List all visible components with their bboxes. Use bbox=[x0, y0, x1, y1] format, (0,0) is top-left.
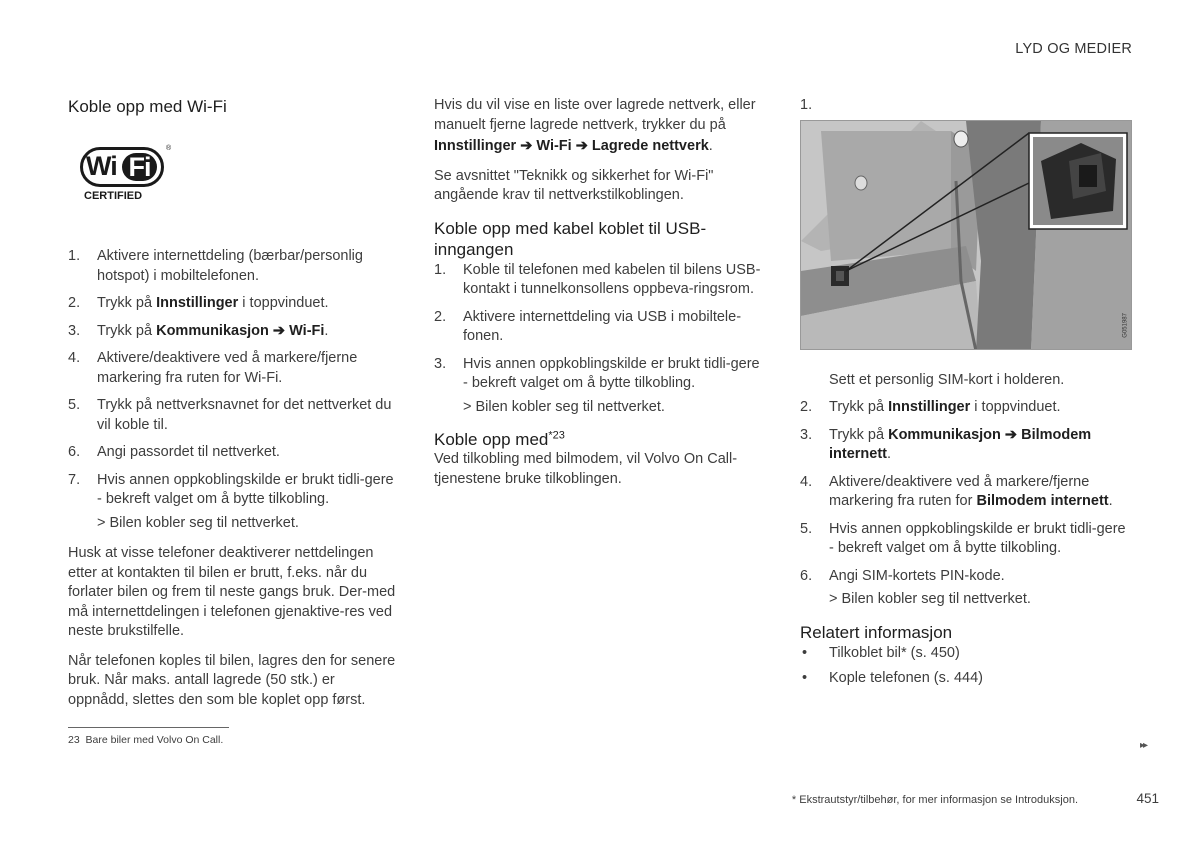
wifi-certified-logo bbox=[80, 147, 170, 203]
related-info-title: Relatert informasjon bbox=[800, 622, 953, 642]
related-links bbox=[800, 644, 1134, 689]
list-item: 1. Aktivere internettdeling (bærbar/personlig hotspot) i mobiltelefonen. bbox=[68, 248, 363, 284]
list-item: 4. Aktivere/deaktivere ved å markere/fjerne markering fra ruten for Wi-Fi. bbox=[68, 350, 358, 386]
step-number: 1. bbox=[800, 97, 813, 113]
list-item: 6. Angi passordet til nettverket. bbox=[68, 444, 280, 460]
column-3 bbox=[800, 96, 1134, 695]
wifi-steps bbox=[68, 247, 398, 533]
list-item: 1. Koble til telefonen med kabelen til bilens USB-kontakt i tunnelkonsollens oppbeva-ringsrom. bbox=[434, 261, 761, 297]
settings-path: Innstillinger ➔ Wi-Fi ➔ Lagrede nettverk. bbox=[434, 138, 713, 154]
car-trunk-illustration bbox=[800, 120, 1132, 350]
paragraph: Når telefonen koples til bilen, lagres den for senere bruk. Når maks. antall lagrede (50 stk.) er oppnådd, slettes den som ble koplet opp først. bbox=[68, 652, 396, 708]
step-result: > Bilen kobler seg til nettverket. bbox=[97, 514, 299, 531]
bullet-icon: • bbox=[802, 670, 808, 686]
arrow-icon: ➔ bbox=[520, 138, 533, 154]
paragraph: Hvis du vil vise en liste over lagrede nettverk, eller manuelt fjerne lagrede nettverk, trykker du på bbox=[434, 97, 756, 133]
usb-steps bbox=[434, 261, 764, 418]
usb-section-title: Koble opp med kabel koblet til USB-inngangen bbox=[434, 218, 707, 259]
wifi-section-title: Koble opp med Wi-Fi bbox=[68, 97, 227, 116]
arrow-icon: ➔ bbox=[1004, 426, 1018, 443]
modem-section-title: Koble opp med$^{*23}$ bbox=[434, 429, 565, 449]
page-number: 451 bbox=[1136, 791, 1159, 806]
bullet-icon: • bbox=[802, 644, 808, 661]
list-item: 2. Trykk på Innstillinger i toppvinduet. bbox=[68, 295, 329, 311]
list-item: 6. Angi SIM-kortets PIN-kode. > Bilen kobler seg til nettverket. bbox=[800, 567, 1134, 610]
registered-mark: ® bbox=[166, 145, 172, 152]
certified-label: CERTIFIED bbox=[84, 190, 143, 202]
modem-steps bbox=[800, 371, 1134, 610]
list-item: 3. Trykk på Kommunikasjon ➔ Bilmodem internett. bbox=[800, 426, 1092, 462]
list-item: 4. Aktivere/deaktivere ved å markere/fjerne markering fra ruten for Bilmodem internett. bbox=[800, 473, 1113, 509]
paragraph: Ved tilkobling med bilmodem, vil Volvo On Call-tjenestene bruke tilkoblingen. bbox=[434, 451, 738, 487]
section-header: LYD OG MEDIER bbox=[1015, 41, 1132, 57]
step-result: > Bilen kobler seg til nettverket. bbox=[829, 591, 1031, 607]
list-item: 3. Hvis annen oppkoblingskilde er brukt tidli-gere - bekreft valget om å bytte tilkobling. > Bilen kobler seg til nettverket. bbox=[434, 355, 764, 418]
list-item: 3. Trykk på Kommunikasjon ➔ Wi-Fi. bbox=[68, 322, 329, 339]
footnote: 23 Bare biler med Volvo On Call. bbox=[68, 734, 224, 746]
footnote-divider bbox=[68, 727, 229, 728]
wifi-logo-text-1: Wi bbox=[86, 151, 117, 181]
list-item: 5. Hvis annen oppkoblingskilde er brukt tidli-gere - bekreft valget om å bytte tilkobling. bbox=[800, 520, 1126, 556]
wifi-logo-text-2: Fi bbox=[128, 152, 151, 182]
related-link[interactable]: • Kople telefonen (s. 444) bbox=[800, 669, 1134, 689]
paragraph: Se avsnittet "Teknikk og sikkerhet for Wi-Fi" angående krav til nettverkstilkoblingen. bbox=[434, 167, 714, 203]
list-item: 5. Trykk på nettverksnavnet for det nettverket du vil koble til. bbox=[68, 397, 392, 433]
arrow-icon: ➔ bbox=[575, 138, 588, 154]
image-code: G051987 bbox=[1123, 312, 1129, 338]
column-1 bbox=[68, 96, 398, 718]
paragraph: Husk at visse telefoner deaktiverer nettdelingen etter at kontakten til bilen er brutt, f.eks. når du forlater bilen og frem til neste gangs bruk. Der-med må internettdelingen i telefonen gjenaktive-res ved neste brukstilfelle. bbox=[68, 545, 396, 639]
list-item: Sett et personlig SIM-kort i holderen. bbox=[829, 371, 1065, 388]
list-item: 2. Aktivere internettdeling via USB i mobiltele-fonen. bbox=[434, 308, 742, 344]
footer-note: * Ekstrautstyr/tilbehør, for mer informasjon se Introduksjon. bbox=[791, 794, 1078, 806]
column-2 bbox=[434, 96, 764, 497]
step-result: > Bilen kobler seg til nettverket. bbox=[463, 398, 665, 415]
next-page-icon: ▸▸ bbox=[1139, 740, 1146, 751]
related-link[interactable]: • Tilkoblet bil* (s. 450) bbox=[800, 644, 1134, 664]
list-item: 2. Trykk på Innstillinger i toppvinduet. bbox=[800, 399, 1061, 415]
trunk-image bbox=[801, 121, 1132, 350]
list-item: 7. Hvis annen oppkoblingskilde er brukt tidli-gere - bekreft valget om å bytte tilkobling. > Bilen kobler seg til nettverket. bbox=[68, 471, 398, 534]
arrow-icon: ➔ bbox=[272, 322, 286, 339]
